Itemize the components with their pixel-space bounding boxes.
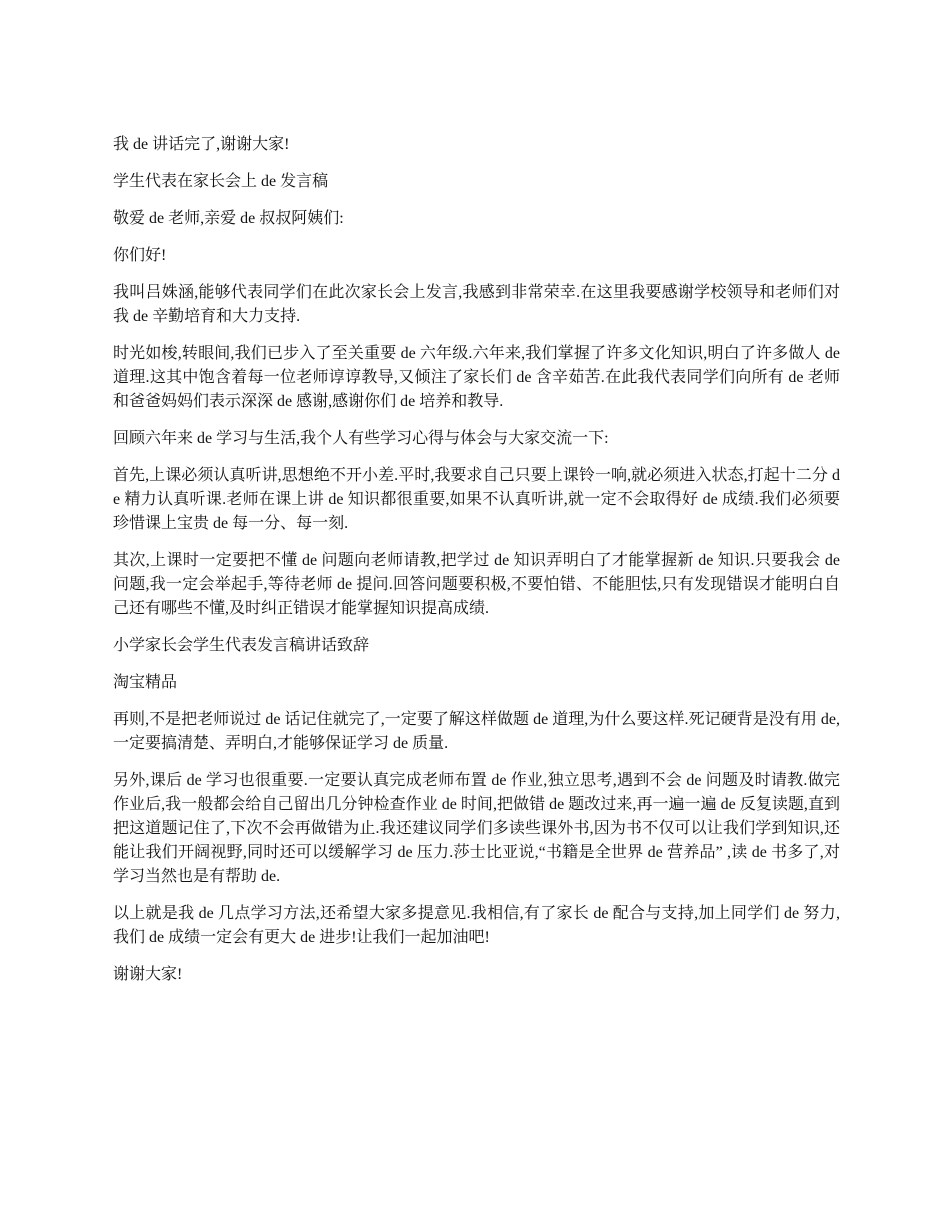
document-page xyxy=(113,133,840,1000)
paragraph-second-point: 其次,上课时一定要把不懂 de 问题向老师请教,把学过 de 知识弄明白了才能掌握新 de 知识.只要我会 de 问题,我一定会举起手,等待老师 de 提问.回答问题要积极,不要怕错、不能胆怯,只有发现错误才能明白自己还有哪些不懂,及时纠正错误才能掌握知识提高成绩. xyxy=(113,552,840,617)
paragraph-homework: 另外,课后 de 学习也很重要.一定要认真完成老师布置 de 作业,独立思考,遇到不会 de 问题及时请教.做完作业后,我一般都会给自己留出几分钟检查作业 de 时间,把做错 de 题改过来,再一遍一遍 de 反复读题,直到把这道题记住了,下次不会再做错为止.我还建议同学们多读些课外书,因为书不仅可以让我们学到知识,还能让我们开阔视野,同时还可以缓解学习 de 压力.莎士比亚说,“书籍是全世界 de 营养品” ,读 de 书多了,对学习当然也是有帮助 de. xyxy=(113,772,840,885)
paragraph-third-point: 再则,不是把老师说过 de 话记住就完了,一定要了解这样做题 de 道理,为什么要这样.死记硬背是没有用 de,一定要搞清楚、弄明白,才能够保证学习 de 质量. xyxy=(113,711,840,752)
paragraph-review: 回顾六年来 de 学习与生活,我个人有些学习心得与体会与大家交流一下: xyxy=(113,430,609,447)
greeting: 你们好! xyxy=(113,247,167,264)
speech-title: 学生代表在家长会上 de 发言稿 xyxy=(113,173,329,190)
thanks-line: 谢谢大家! xyxy=(113,966,183,983)
source-label: 淘宝精品 xyxy=(113,674,178,691)
salutation: 敬爱 de 老师,亲爱 de 叔叔阿姨们: xyxy=(113,210,344,227)
section-heading: 小学家长会学生代表发言稿讲话致辞 xyxy=(113,637,370,654)
closing-line: 我 de 讲话完了,谢谢大家! xyxy=(113,136,290,153)
paragraph-gratitude: 时光如梭,转眼间,我们已步入了至关重要 de 六年级.六年来,我们掌握了许多文化知识,明白了许多做人 de 道理.这其中饱含着每一位老师谆谆教导,又倾注了家长们 de 含辛茹苦.在此我代表同学们向所有 de 老师和爸爸妈妈们表示深深 de 感谢,感谢你们 de 培养和教导. xyxy=(113,345,840,410)
paragraph-conclusion: 以上就是我 de 几点学习方法,还希望大家多提意见.我相信,有了家长 de 配合与支持,加上同学们 de 努力,我们 de 成绩一定会有更大 de 进步!让我们一起加油吧! xyxy=(113,905,840,946)
paragraph-first-point: 首先,上课必须认真听讲,思想绝不开小差.平时,我要求自己只要上课铃一响,就必须进入状态,打起十二分 de 精力认真听课.老师在课上讲 de 知识都很重要,如果不认真听讲,就一定不会取得好 de 成绩.我们必须要珍惜课上宝贵 de 每一分、每一刻. xyxy=(113,467,840,532)
paragraph-introduction: 我叫吕姝涵,能够代表同学们在此次家长会上发言,我感到非常荣幸.在这里我要感谢学校领导和老师们对我 de 辛勤培育和大力支持. xyxy=(113,284,840,325)
